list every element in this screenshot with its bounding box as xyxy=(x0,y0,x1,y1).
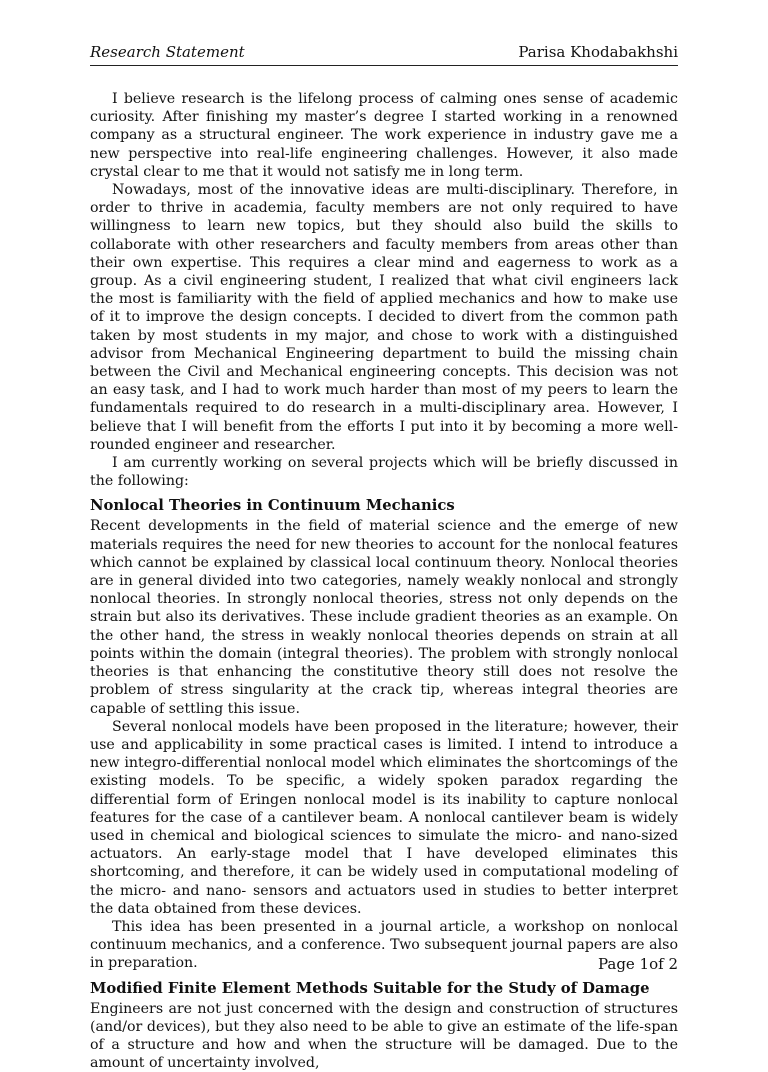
document-body xyxy=(90,90,678,1072)
paragraph-fem-1: Engineers are not just concerned with the design and construction of structures (and/or devices), but they also need to be able to give an estimate of the life-span of a structure and how and when the structure will be damaged. Due to the amount of uncertainty involved, xyxy=(90,1000,678,1072)
paragraph-projects-intro: I am currently working on several projects which will be briefly discussed in the following: xyxy=(90,455,678,490)
paragraph-intro: I believe research is the lifelong process of calming ones sense of academic curiosity. After finishing my master’s degree I started working in a renowned company as a structural engineer. The work experience in industry gave me a new perspective into real-life engineering challenges. However, it also made crystal clear to me that it would not satisfy me in long term. xyxy=(90,91,678,180)
page-number: Page 1of 2 xyxy=(597,955,678,973)
header-author: Parisa Khodabakhshi xyxy=(518,43,678,61)
section-heading-fem: Modified Finite Element Methods Suitable for the Study of Damage xyxy=(90,979,650,997)
paragraph-nonlocal-2: Several nonlocal models have been proposed in the literature; however, their use and applicability in some practical cases is limited. I intend to introduce a new integro-differential nonlocal model which eliminates the shortcomings of the existing models. To be specific, a widely spoken paradox regarding the differential form of Eringen nonlocal model is its inability to capture nonlocal features for the case of a cantilever beam. A nonlocal cantilever beam is widely used in chemical and biological sciences to simulate the micro- and nano-sized actuators. An early-stage model that I have developed eliminates this shortcoming, and therefore, it can be widely used in computational modeling of the micro- and nano- sensors and actuators used in studies to better interpret the data obtained from these devices. xyxy=(90,718,678,917)
paragraph-nonlocal-1: Recent developments in the field of material science and the emerge of new materials requires the need for new theories to account for the nonlocal features which cannot be explained by classical local continuum theory. Nonlocal theories are in general divided into two categories, namely weakly nonlocal and strongly nonlocal theories. In strongly nonlocal theories, stress not only depends on the strain but also its derivatives. These include gradient theories as an example. On the other hand, the stress in weakly nonlocal theories depends on strain at all points within the domain (integral theories). The problem with strongly nonlocal theories is that enhancing the constitutive theory still does not resolve the problem of stress singularity at the crack tip, whereas integral theories are capable of settling this issue. xyxy=(90,518,678,717)
header-title: Research Statement xyxy=(90,43,245,61)
paragraph-multidisciplinary: Nowadays, most of the innovative ideas are multi-disciplinary. Therefore, in order to thrive in academia, faculty members are not only required to have willingness to learn new topics, but they should also build the skills to collaborate with other researchers and faculty members from areas other than their own expertise. This requires a clear mind and eagerness to work as a group. As a civil engineering student, I realized that what civil engineers lack the most is familiarity with the field of applied mechanics and how to make use of it to improve the design concepts. I decided to divert from the common path taken by most students in my major, and chose to work with a distinguished advisor from Mechanical Engineering department to build the missing chain between the Civil and Mechanical engineering concepts. This decision was not an easy task, and I had to work much harder than most of my peers to learn the fundamentals required to do research in a multi-disciplinary area. However, I believe that I will benefit from the efforts I put into it by becoming a more well-rounded engineer and researcher. xyxy=(90,182,678,453)
page-header xyxy=(90,40,678,66)
section-heading-nonlocal: Nonlocal Theories in Continuum Mechanics xyxy=(90,497,455,515)
paragraph-nonlocal-3: This idea has been presented in a journal article, a workshop on nonlocal continuum mechanics, and a conference. Two subsequent journal papers are also in preparation. xyxy=(90,918,678,972)
